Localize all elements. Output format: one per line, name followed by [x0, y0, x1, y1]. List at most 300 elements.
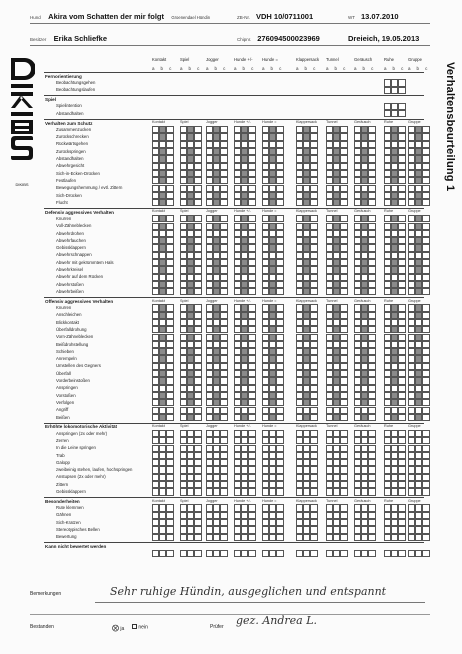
- score-checkbox[interactable]: [248, 141, 255, 148]
- score-checkbox[interactable]: [340, 474, 347, 481]
- score-checkbox[interactable]: [408, 519, 415, 526]
- score-checkbox[interactable]: [422, 141, 429, 148]
- score-checkbox[interactable]: [262, 288, 269, 295]
- score-checkbox[interactable]: [384, 326, 391, 333]
- score-checkbox[interactable]: [234, 526, 241, 533]
- score-checkbox[interactable]: [180, 355, 187, 362]
- score-checkbox[interactable]: [354, 512, 361, 519]
- score-checkbox[interactable]: [269, 266, 276, 273]
- score-checkbox[interactable]: [180, 252, 187, 259]
- score-checkbox[interactable]: [194, 163, 201, 170]
- score-checkbox[interactable]: [241, 445, 248, 452]
- score-checkbox[interactable]: [213, 445, 220, 452]
- score-checkbox[interactable]: [180, 385, 187, 392]
- score-checkbox[interactable]: [361, 141, 368, 148]
- score-checkbox[interactable]: [159, 459, 166, 466]
- score-checkbox[interactable]: [296, 252, 303, 259]
- score-checkbox[interactable]: [408, 363, 415, 370]
- score-checkbox[interactable]: [354, 534, 361, 541]
- score-checkbox[interactable]: [276, 252, 283, 259]
- score-checkbox[interactable]: [166, 170, 173, 177]
- score-checkbox[interactable]: [354, 399, 361, 406]
- score-checkbox[interactable]: [269, 550, 276, 557]
- score-checkbox[interactable]: [152, 414, 159, 421]
- score-checkbox[interactable]: [415, 148, 422, 155]
- score-checkbox[interactable]: [408, 170, 415, 177]
- score-checkbox[interactable]: [187, 259, 194, 266]
- score-checkbox[interactable]: [180, 126, 187, 133]
- score-checkbox[interactable]: [248, 274, 255, 281]
- score-checkbox[interactable]: [408, 319, 415, 326]
- score-checkbox[interactable]: [159, 392, 166, 399]
- score-checkbox[interactable]: [187, 334, 194, 341]
- score-checkbox[interactable]: [187, 177, 194, 184]
- score-checkbox[interactable]: [384, 312, 391, 319]
- score-checkbox[interactable]: [234, 399, 241, 406]
- score-checkbox[interactable]: [152, 512, 159, 519]
- score-checkbox[interactable]: [398, 488, 405, 495]
- score-checkbox[interactable]: [303, 155, 310, 162]
- score-checkbox[interactable]: [391, 319, 398, 326]
- score-checkbox[interactable]: [187, 266, 194, 273]
- score-checkbox[interactable]: [241, 199, 248, 206]
- score-checkbox[interactable]: [187, 148, 194, 155]
- score-checkbox[interactable]: [422, 474, 429, 481]
- score-checkbox[interactable]: [248, 126, 255, 133]
- score-checkbox[interactable]: [408, 281, 415, 288]
- score-checkbox[interactable]: [269, 377, 276, 384]
- score-checkbox[interactable]: [422, 163, 429, 170]
- score-checkbox[interactable]: [152, 355, 159, 362]
- score-checkbox[interactable]: [234, 348, 241, 355]
- score-checkbox[interactable]: [180, 512, 187, 519]
- score-checkbox[interactable]: [262, 199, 269, 206]
- score-checkbox[interactable]: [296, 141, 303, 148]
- score-checkbox[interactable]: [384, 281, 391, 288]
- score-checkbox[interactable]: [303, 185, 310, 192]
- score-checkbox[interactable]: [220, 459, 227, 466]
- score-checkbox[interactable]: [310, 141, 317, 148]
- score-checkbox[interactable]: [303, 526, 310, 533]
- score-checkbox[interactable]: [248, 133, 255, 140]
- score-checkbox[interactable]: [303, 252, 310, 259]
- score-checkbox[interactable]: [310, 319, 317, 326]
- score-checkbox[interactable]: [361, 488, 368, 495]
- score-checkbox[interactable]: [303, 237, 310, 244]
- score-checkbox[interactable]: [194, 155, 201, 162]
- score-checkbox[interactable]: [220, 399, 227, 406]
- score-checkbox[interactable]: [340, 170, 347, 177]
- score-checkbox[interactable]: [234, 534, 241, 541]
- score-checkbox[interactable]: [333, 526, 340, 533]
- score-checkbox[interactable]: [213, 133, 220, 140]
- score-checkbox[interactable]: [368, 519, 375, 526]
- score-checkbox[interactable]: [391, 370, 398, 377]
- score-checkbox[interactable]: [220, 348, 227, 355]
- score-checkbox[interactable]: [384, 414, 391, 421]
- score-checkbox[interactable]: [166, 407, 173, 414]
- score-checkbox[interactable]: [326, 223, 333, 230]
- score-checkbox[interactable]: [187, 445, 194, 452]
- score-checkbox[interactable]: [310, 177, 317, 184]
- score-checkbox[interactable]: [333, 355, 340, 362]
- score-checkbox[interactable]: [361, 244, 368, 251]
- score-checkbox[interactable]: [368, 177, 375, 184]
- score-checkbox[interactable]: [326, 437, 333, 444]
- score-checkbox[interactable]: [422, 466, 429, 473]
- score-checkbox[interactable]: [368, 266, 375, 273]
- score-checkbox[interactable]: [354, 437, 361, 444]
- score-checkbox[interactable]: [415, 474, 422, 481]
- score-checkbox[interactable]: [333, 192, 340, 199]
- score-checkbox[interactable]: [159, 488, 166, 495]
- score-checkbox[interactable]: [213, 370, 220, 377]
- score-checkbox[interactable]: [384, 87, 391, 94]
- score-checkbox[interactable]: [354, 244, 361, 251]
- score-checkbox[interactable]: [303, 466, 310, 473]
- score-checkbox[interactable]: [262, 363, 269, 370]
- score-checkbox[interactable]: [391, 148, 398, 155]
- score-checkbox[interactable]: [333, 215, 340, 222]
- score-checkbox[interactable]: [159, 215, 166, 222]
- score-checkbox[interactable]: [241, 437, 248, 444]
- score-checkbox[interactable]: [368, 399, 375, 406]
- score-checkbox[interactable]: [310, 392, 317, 399]
- score-checkbox[interactable]: [220, 326, 227, 333]
- score-checkbox[interactable]: [276, 288, 283, 295]
- score-checkbox[interactable]: [269, 437, 276, 444]
- score-checkbox[interactable]: [220, 177, 227, 184]
- score-checkbox[interactable]: [248, 163, 255, 170]
- score-checkbox[interactable]: [326, 148, 333, 155]
- score-checkbox[interactable]: [166, 504, 173, 511]
- score-checkbox[interactable]: [354, 274, 361, 281]
- score-checkbox[interactable]: [262, 481, 269, 488]
- score-checkbox[interactable]: [310, 192, 317, 199]
- score-checkbox[interactable]: [333, 252, 340, 259]
- score-checkbox[interactable]: [333, 199, 340, 206]
- score-checkbox[interactable]: [241, 237, 248, 244]
- score-checkbox[interactable]: [415, 170, 422, 177]
- score-checkbox[interactable]: [296, 445, 303, 452]
- score-checkbox[interactable]: [269, 141, 276, 148]
- score-checkbox[interactable]: [159, 141, 166, 148]
- score-checkbox[interactable]: [303, 312, 310, 319]
- score-checkbox[interactable]: [310, 126, 317, 133]
- score-checkbox[interactable]: [415, 370, 422, 377]
- score-checkbox[interactable]: [361, 155, 368, 162]
- score-checkbox[interactable]: [326, 363, 333, 370]
- score-checkbox[interactable]: [384, 392, 391, 399]
- score-checkbox[interactable]: [408, 407, 415, 414]
- score-checkbox[interactable]: [180, 141, 187, 148]
- score-checkbox[interactable]: [276, 363, 283, 370]
- score-checkbox[interactable]: [241, 348, 248, 355]
- score-checkbox[interactable]: [213, 363, 220, 370]
- score-checkbox[interactable]: [276, 385, 283, 392]
- score-checkbox[interactable]: [276, 326, 283, 333]
- score-checkbox[interactable]: [241, 252, 248, 259]
- score-checkbox[interactable]: [262, 392, 269, 399]
- score-checkbox[interactable]: [296, 288, 303, 295]
- score-checkbox[interactable]: [368, 230, 375, 237]
- score-checkbox[interactable]: [206, 266, 213, 273]
- score-checkbox[interactable]: [368, 326, 375, 333]
- score-checkbox[interactable]: [354, 445, 361, 452]
- score-checkbox[interactable]: [152, 148, 159, 155]
- score-checkbox[interactable]: [296, 192, 303, 199]
- score-checkbox[interactable]: [152, 185, 159, 192]
- score-checkbox[interactable]: [166, 334, 173, 341]
- score-checkbox[interactable]: [354, 252, 361, 259]
- score-checkbox[interactable]: [354, 407, 361, 414]
- score-checkbox[interactable]: [398, 363, 405, 370]
- score-checkbox[interactable]: [248, 459, 255, 466]
- score-checkbox[interactable]: [159, 519, 166, 526]
- score-checkbox[interactable]: [391, 266, 398, 273]
- score-checkbox[interactable]: [296, 259, 303, 266]
- score-checkbox[interactable]: [340, 452, 347, 459]
- score-checkbox[interactable]: [326, 155, 333, 162]
- score-checkbox[interactable]: [180, 452, 187, 459]
- score-checkbox[interactable]: [180, 215, 187, 222]
- score-checkbox[interactable]: [326, 281, 333, 288]
- score-checkbox[interactable]: [194, 445, 201, 452]
- score-checkbox[interactable]: [361, 230, 368, 237]
- score-checkbox[interactable]: [262, 385, 269, 392]
- score-checkbox[interactable]: [152, 312, 159, 319]
- score-checkbox[interactable]: [391, 141, 398, 148]
- score-checkbox[interactable]: [269, 407, 276, 414]
- score-checkbox[interactable]: [310, 252, 317, 259]
- score-checkbox[interactable]: [422, 244, 429, 251]
- score-checkbox[interactable]: [206, 274, 213, 281]
- score-checkbox[interactable]: [206, 163, 213, 170]
- score-checkbox[interactable]: [206, 155, 213, 162]
- score-checkbox[interactable]: [326, 319, 333, 326]
- score-checkbox[interactable]: [326, 185, 333, 192]
- score-checkbox[interactable]: [180, 437, 187, 444]
- score-checkbox[interactable]: [398, 252, 405, 259]
- score-checkbox[interactable]: [276, 237, 283, 244]
- score-checkbox[interactable]: [220, 504, 227, 511]
- score-checkbox[interactable]: [361, 274, 368, 281]
- score-checkbox[interactable]: [159, 370, 166, 377]
- score-checkbox[interactable]: [152, 326, 159, 333]
- score-checkbox[interactable]: [194, 392, 201, 399]
- score-checkbox[interactable]: [194, 215, 201, 222]
- score-checkbox[interactable]: [248, 534, 255, 541]
- score-checkbox[interactable]: [269, 274, 276, 281]
- score-checkbox[interactable]: [326, 170, 333, 177]
- score-checkbox[interactable]: [326, 230, 333, 237]
- score-checkbox[interactable]: [194, 185, 201, 192]
- score-checkbox[interactable]: [220, 519, 227, 526]
- score-checkbox[interactable]: [333, 466, 340, 473]
- score-checkbox[interactable]: [415, 244, 422, 251]
- score-checkbox[interactable]: [310, 414, 317, 421]
- score-checkbox[interactable]: [384, 370, 391, 377]
- score-checkbox[interactable]: [220, 414, 227, 421]
- score-checkbox[interactable]: [422, 155, 429, 162]
- score-checkbox[interactable]: [276, 348, 283, 355]
- score-checkbox[interactable]: [166, 474, 173, 481]
- score-checkbox[interactable]: [303, 126, 310, 133]
- score-checkbox[interactable]: [408, 192, 415, 199]
- score-checkbox[interactable]: [340, 370, 347, 377]
- score-checkbox[interactable]: [340, 399, 347, 406]
- score-checkbox[interactable]: [262, 466, 269, 473]
- score-checkbox[interactable]: [326, 519, 333, 526]
- score-checkbox[interactable]: [391, 259, 398, 266]
- score-checkbox[interactable]: [422, 237, 429, 244]
- score-checkbox[interactable]: [166, 377, 173, 384]
- score-checkbox[interactable]: [354, 133, 361, 140]
- score-checkbox[interactable]: [187, 504, 194, 511]
- score-checkbox[interactable]: [262, 170, 269, 177]
- score-checkbox[interactable]: [241, 244, 248, 251]
- score-checkbox[interactable]: [408, 252, 415, 259]
- score-checkbox[interactable]: [310, 534, 317, 541]
- score-checkbox[interactable]: [166, 519, 173, 526]
- score-checkbox[interactable]: [333, 399, 340, 406]
- score-checkbox[interactable]: [296, 334, 303, 341]
- score-checkbox[interactable]: [422, 230, 429, 237]
- score-checkbox[interactable]: [276, 192, 283, 199]
- score-checkbox[interactable]: [220, 312, 227, 319]
- score-checkbox[interactable]: [248, 230, 255, 237]
- score-checkbox[interactable]: [206, 199, 213, 206]
- score-checkbox[interactable]: [234, 341, 241, 348]
- score-checkbox[interactable]: [166, 437, 173, 444]
- score-checkbox[interactable]: [333, 304, 340, 311]
- score-checkbox[interactable]: [415, 319, 422, 326]
- score-checkbox[interactable]: [354, 474, 361, 481]
- score-checkbox[interactable]: [361, 466, 368, 473]
- score-checkbox[interactable]: [333, 430, 340, 437]
- score-checkbox[interactable]: [303, 223, 310, 230]
- score-checkbox[interactable]: [408, 550, 415, 557]
- score-checkbox[interactable]: [213, 288, 220, 295]
- score-checkbox[interactable]: [166, 348, 173, 355]
- score-checkbox[interactable]: [276, 512, 283, 519]
- score-checkbox[interactable]: [384, 550, 391, 557]
- score-checkbox[interactable]: [248, 334, 255, 341]
- score-checkbox[interactable]: [180, 192, 187, 199]
- score-checkbox[interactable]: [276, 452, 283, 459]
- score-checkbox[interactable]: [213, 334, 220, 341]
- score-checkbox[interactable]: [398, 177, 405, 184]
- score-checkbox[interactable]: [415, 348, 422, 355]
- score-checkbox[interactable]: [398, 445, 405, 452]
- score-checkbox[interactable]: [368, 304, 375, 311]
- score-checkbox[interactable]: [296, 488, 303, 495]
- score-checkbox[interactable]: [340, 141, 347, 148]
- score-checkbox[interactable]: [391, 363, 398, 370]
- score-checkbox[interactable]: [415, 407, 422, 414]
- score-checkbox[interactable]: [408, 399, 415, 406]
- score-checkbox[interactable]: [296, 392, 303, 399]
- score-checkbox[interactable]: [384, 170, 391, 177]
- score-checkbox[interactable]: [180, 392, 187, 399]
- score-checkbox[interactable]: [234, 141, 241, 148]
- score-checkbox[interactable]: [326, 126, 333, 133]
- score-checkbox[interactable]: [180, 319, 187, 326]
- score-checkbox[interactable]: [234, 244, 241, 251]
- score-checkbox[interactable]: [166, 550, 173, 557]
- score-checkbox[interactable]: [166, 274, 173, 281]
- score-checkbox[interactable]: [152, 177, 159, 184]
- score-checkbox[interactable]: [187, 519, 194, 526]
- score-checkbox[interactable]: [384, 363, 391, 370]
- score-checkbox[interactable]: [194, 452, 201, 459]
- score-checkbox[interactable]: [326, 259, 333, 266]
- score-checkbox[interactable]: [262, 244, 269, 251]
- score-checkbox[interactable]: [384, 385, 391, 392]
- score-checkbox[interactable]: [408, 370, 415, 377]
- score-checkbox[interactable]: [206, 414, 213, 421]
- score-checkbox[interactable]: [326, 392, 333, 399]
- score-checkbox[interactable]: [361, 259, 368, 266]
- score-checkbox[interactable]: [276, 526, 283, 533]
- score-checkbox[interactable]: [333, 437, 340, 444]
- score-checkbox[interactable]: [187, 414, 194, 421]
- score-checkbox[interactable]: [220, 155, 227, 162]
- score-checkbox[interactable]: [248, 170, 255, 177]
- score-checkbox[interactable]: [398, 526, 405, 533]
- score-checkbox[interactable]: [398, 334, 405, 341]
- score-checkbox[interactable]: [361, 319, 368, 326]
- score-checkbox[interactable]: [384, 237, 391, 244]
- score-checkbox[interactable]: [187, 399, 194, 406]
- score-checkbox[interactable]: [206, 304, 213, 311]
- score-checkbox[interactable]: [152, 526, 159, 533]
- score-checkbox[interactable]: [166, 430, 173, 437]
- score-checkbox[interactable]: [248, 414, 255, 421]
- score-checkbox[interactable]: [180, 148, 187, 155]
- score-checkbox[interactable]: [187, 407, 194, 414]
- score-checkbox[interactable]: [152, 215, 159, 222]
- score-checkbox[interactable]: [187, 312, 194, 319]
- score-checkbox[interactable]: [234, 215, 241, 222]
- score-checkbox[interactable]: [408, 215, 415, 222]
- score-checkbox[interactable]: [326, 177, 333, 184]
- score-checkbox[interactable]: [384, 504, 391, 511]
- score-checkbox[interactable]: [310, 148, 317, 155]
- score-checkbox[interactable]: [206, 252, 213, 259]
- score-checkbox[interactable]: [354, 550, 361, 557]
- score-checkbox[interactable]: [340, 488, 347, 495]
- score-checkbox[interactable]: [415, 385, 422, 392]
- score-checkbox[interactable]: [398, 512, 405, 519]
- score-checkbox[interactable]: [159, 170, 166, 177]
- score-checkbox[interactable]: [276, 355, 283, 362]
- score-checkbox[interactable]: [187, 170, 194, 177]
- score-checkbox[interactable]: [241, 185, 248, 192]
- score-checkbox[interactable]: [194, 326, 201, 333]
- score-checkbox[interactable]: [213, 312, 220, 319]
- score-checkbox[interactable]: [333, 392, 340, 399]
- score-checkbox[interactable]: [206, 259, 213, 266]
- score-checkbox[interactable]: [384, 230, 391, 237]
- score-checkbox[interactable]: [152, 452, 159, 459]
- score-checkbox[interactable]: [391, 170, 398, 177]
- score-checkbox[interactable]: [159, 185, 166, 192]
- score-checkbox[interactable]: [234, 519, 241, 526]
- score-checkbox[interactable]: [310, 385, 317, 392]
- score-checkbox[interactable]: [368, 385, 375, 392]
- score-checkbox[interactable]: [368, 244, 375, 251]
